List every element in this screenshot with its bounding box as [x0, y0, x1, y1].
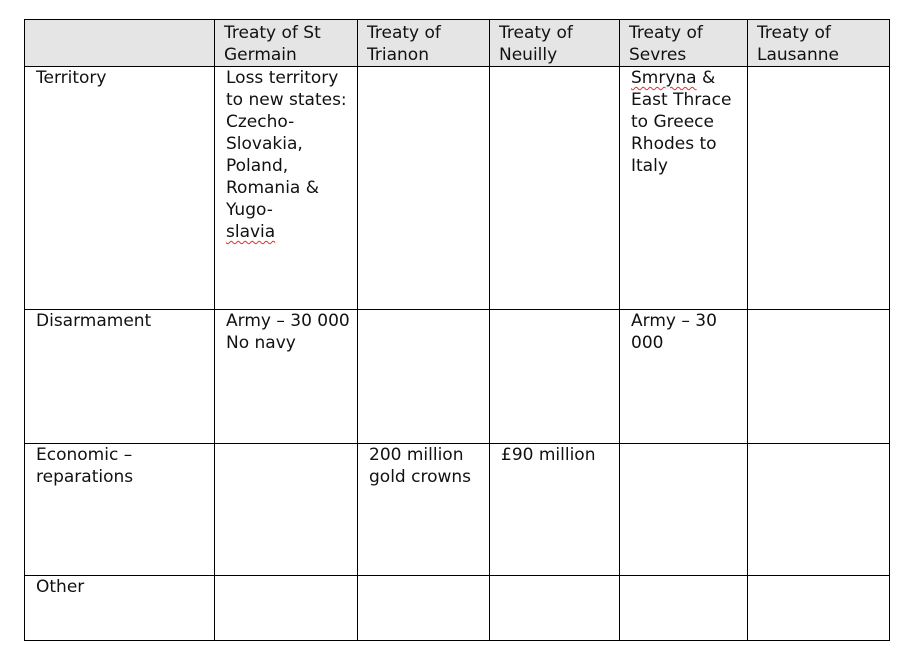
table-row-territory: [25, 67, 890, 310]
header-cell-st-germain[interactable]: Treaty of St Germain: [215, 20, 358, 67]
cell-territory-st-germain[interactable]: [215, 67, 358, 310]
cell-territory-sevres[interactable]: [620, 67, 748, 310]
row-label-other[interactable]: Other: [25, 576, 215, 641]
row-label-disarmament[interactable]: Disarmament: [25, 310, 215, 444]
cell-disarmament-trianon[interactable]: [358, 310, 490, 444]
header-row: [25, 20, 890, 67]
cell-other-lausanne[interactable]: [748, 576, 890, 641]
header-cell-blank[interactable]: [25, 20, 215, 67]
cell-disarmament-neuilly[interactable]: [490, 310, 620, 444]
header-cell-trianon[interactable]: Treaty of Trianon: [358, 20, 490, 67]
cell-disarmament-st-germain[interactable]: Army – 30 000 No navy: [215, 310, 358, 444]
cell-disarmament-lausanne[interactable]: [748, 310, 890, 444]
misspelled-word: slavia: [226, 222, 276, 242]
cell-economic-neuilly[interactable]: £90 million: [490, 444, 620, 576]
table-row-disarmament: [25, 310, 890, 444]
header-cell-sevres[interactable]: Treaty of Sevres: [620, 20, 748, 67]
row-label-economic[interactable]: Economic – reparations: [25, 444, 215, 576]
cell-territory-neuilly[interactable]: [490, 67, 620, 310]
cell-other-sevres[interactable]: [620, 576, 748, 641]
cell-economic-trianon[interactable]: 200 million gold crowns: [358, 444, 490, 576]
header-cell-neuilly[interactable]: Treaty of Neuilly: [490, 20, 620, 67]
cell-disarmament-sevres[interactable]: Army – 30 000: [620, 310, 748, 444]
header-cell-lausanne[interactable]: Treaty of Lausanne: [748, 20, 890, 67]
cell-other-st-germain[interactable]: [215, 576, 358, 641]
cell-other-neuilly[interactable]: [490, 576, 620, 641]
cell-territory-lausanne[interactable]: [748, 67, 890, 310]
cell-economic-st-germain[interactable]: [215, 444, 358, 576]
cell-economic-sevres[interactable]: [620, 444, 748, 576]
cell-text: & East Thrace to Greece Rhodes to Italy: [631, 68, 732, 176]
cell-economic-lausanne[interactable]: [748, 444, 890, 576]
misspelled-word: Smryna: [631, 68, 697, 88]
cell-text: Loss territory to new states: Czecho-Slovakia, Poland, Romania & Yugo-: [226, 68, 347, 220]
table-row-economic: [25, 444, 890, 576]
treaties-table: [24, 19, 890, 641]
cell-territory-trianon[interactable]: [358, 67, 490, 310]
row-label-territory[interactable]: Territory: [25, 67, 215, 310]
cell-other-trianon[interactable]: [358, 576, 490, 641]
table-row-other: [25, 576, 890, 641]
